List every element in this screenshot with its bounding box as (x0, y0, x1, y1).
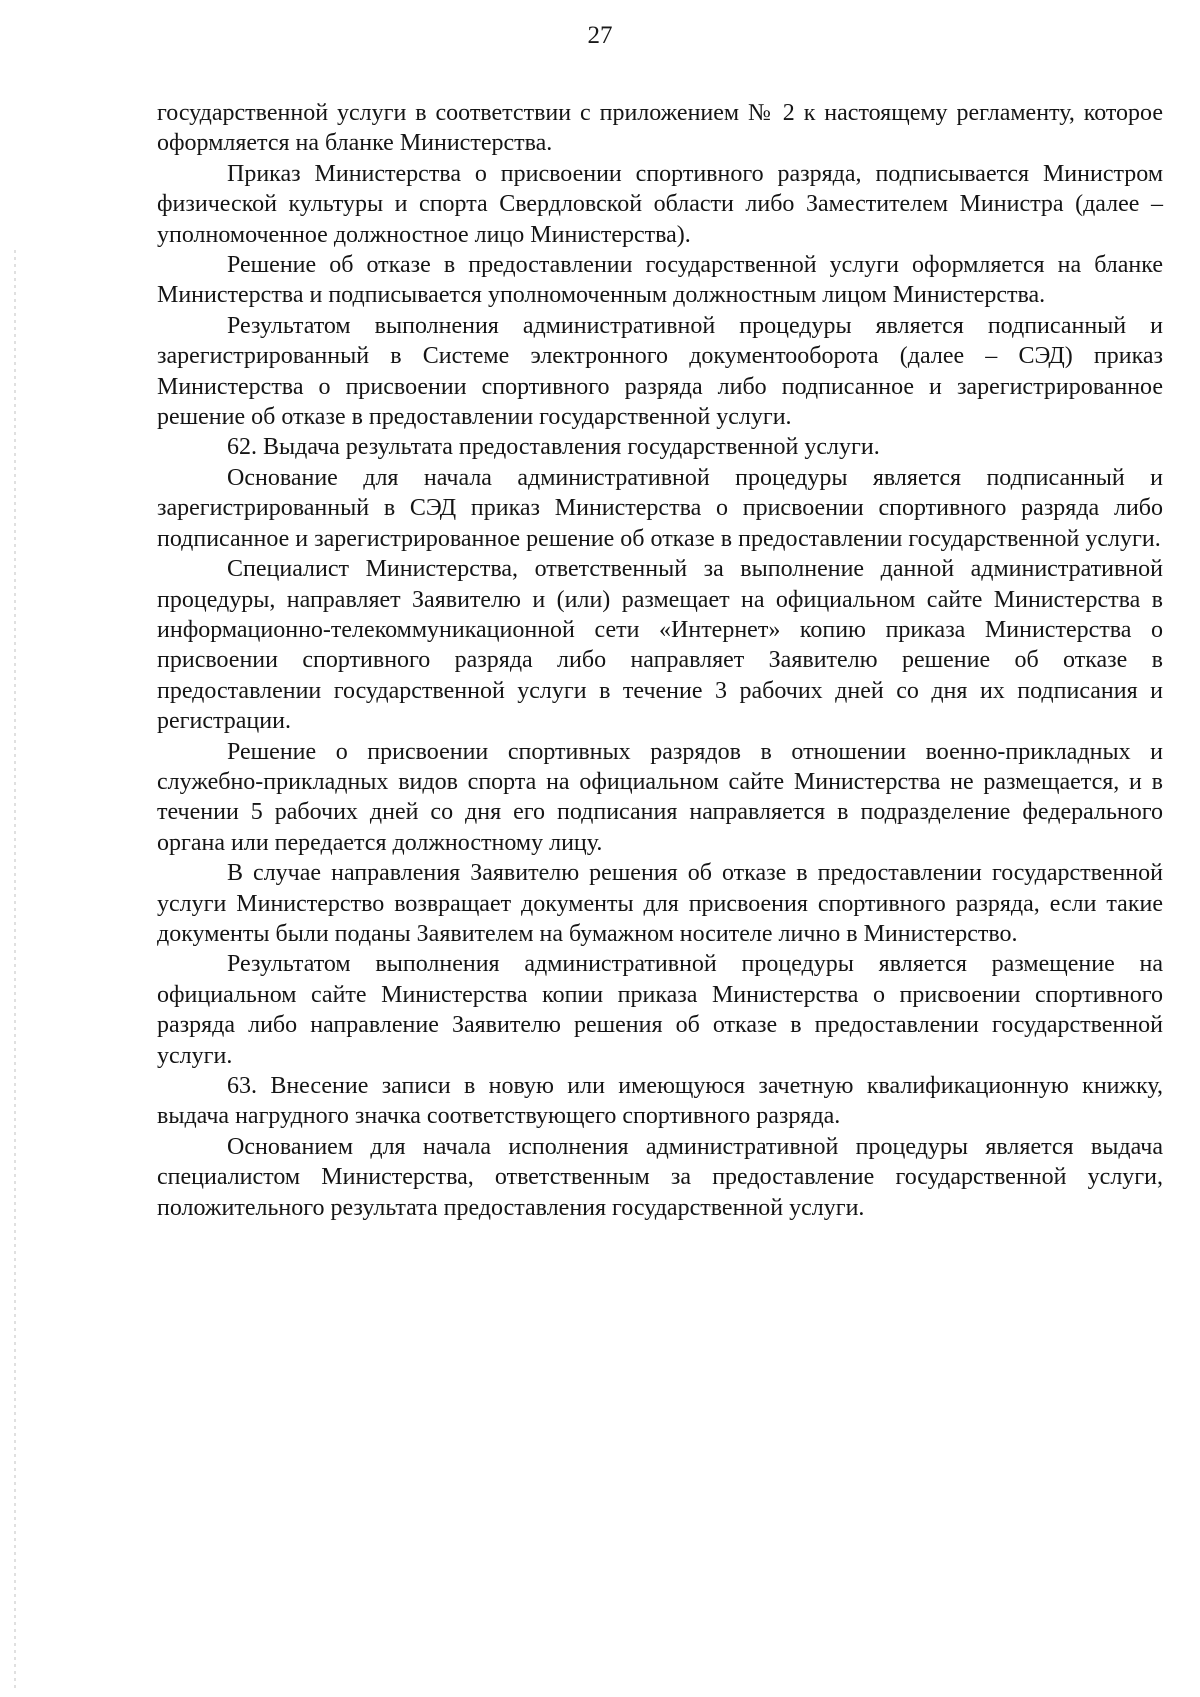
section-62-heading: 62. Выдача результата предоставления государственной услуги. (227, 434, 880, 461)
paragraph-2: Приказ Министерства о присвоении спортивного разряда, подписывается Министром физической культуры и спорта Свердловской области либо Заместителем Министра (далее – уполномоченное должностное лицо Министерства). (157, 160, 1163, 248)
paragraph-3: Решение об отказе в предоставлении государственной услуги оформляется на бланке Министерства и подписывается уполномоченным должностным лицом Министерства. (157, 252, 1163, 309)
paragraph-7: Специалист Министерства, ответственный за выполнение данной административной процедуры, направляет Заявителю и (или) размещает на официальном сайте Министерства в информационно-телекоммуникационной сети «Интернет» копию приказа Министерства о присвоении спортивного разряда либо направляет Заявителю решение об отказе в предоставлении государственной услуги в течение 3 рабочих дней со дня их подписания и регистрации. (157, 556, 1163, 735)
page-number: 27 (587, 22, 613, 49)
paragraph-4: Результатом выполнения административной процедуры является подписанный и зарегистрированный в Системе электронного документооборота (далее – СЭД) приказ Министерства о присвоении спортивного разряда либо подписанное и зарегистрированное решение об отказе в предоставлении государственной услуги. (157, 312, 1163, 431)
paragraph-8: Решение о присвоении спортивных разрядов в отношении военно-прикладных и служебно-прикладных видов спорта на официальном сайте Министерства не размещается, и в течении 5 рабочих дней со дня его подписания направляется в подразделение федерального органа или передается должностному лицу. (157, 738, 1163, 856)
document-body (157, 98, 1163, 1223)
paragraph-6: Основание для начала административной процедуры является подписанный и зарегистрированный в СЭД приказ Министерства о присвоении спортивного разряда либо подписанное и зарегистрированное решение об отказе в предоставлении государственной услуги. (157, 464, 1163, 552)
scan-edge-artifact (14, 250, 16, 1690)
paragraph-9: В случае направления Заявителю решения об отказе в предоставлении государственной услуги Министерство возвращает документы для присвоения спортивного разряда, если такие документы были поданы Заявителем на бумажном носителе лично в Министерство. (157, 860, 1163, 947)
section-63-heading: 63. Внесение записи в новую или имеющуюся зачетную квалификационную книжку, выдача нагрудного значка соответствующего спортивного разряда. (157, 1073, 1163, 1130)
paragraph-12: Основанием для начала исполнения административной процедуры является выдача специалистом Министерства, ответственным за предоставление государственной услуги, положительного результата предоставления государственной услуги. (157, 1133, 1163, 1221)
paragraph-10: Результатом выполнения административной процедуры является размещение на официальном сайте Министерства копии приказа Министерства о присвоении спортивного разряда либо направление Заявителю решения об отказе в предоставлении государственной услуги. (157, 951, 1163, 1069)
paragraph-1: государственной услуги в соответствии с приложением № 2 к настоящему регламенту, которое оформляется на бланке Министерства. (157, 100, 1163, 157)
